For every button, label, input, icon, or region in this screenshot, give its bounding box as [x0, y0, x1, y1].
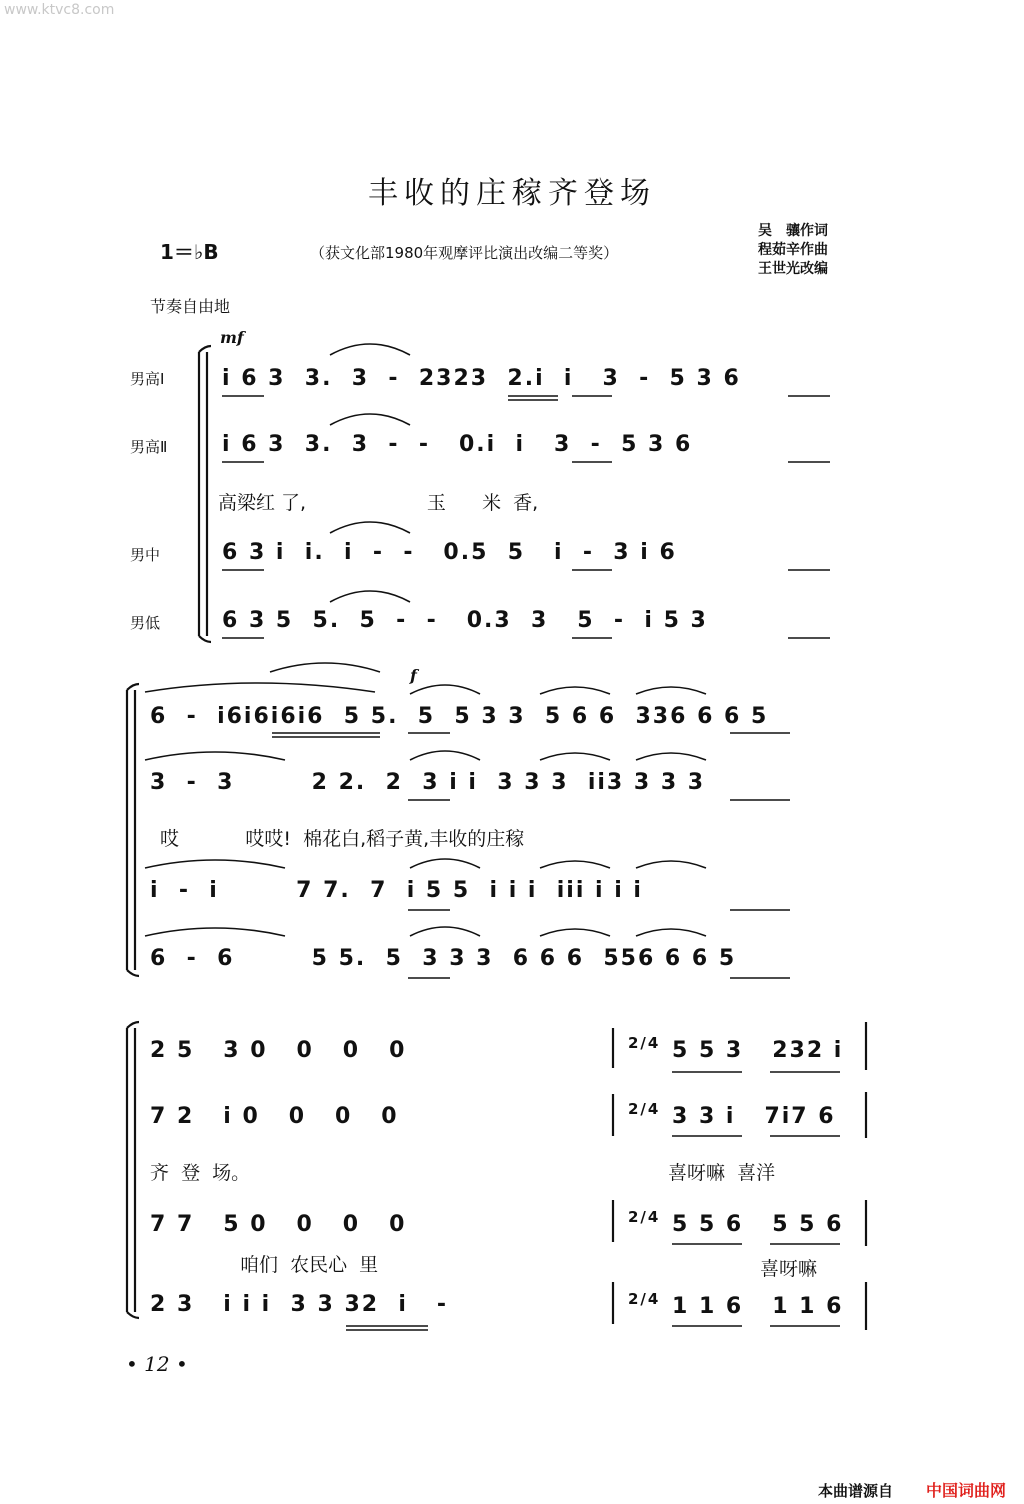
system3-lyric2-b: 喜呀嘛: [760, 1258, 818, 1280]
key-signature: 1＝♭B: [160, 240, 219, 264]
system3-tenor2-notes: 7 2 i 0 0 0 0: [150, 1104, 399, 1129]
composer-credit: 程茹辛作曲: [758, 242, 828, 258]
system3-bass-notes: 2 3 i i i 3 3 32 i -: [150, 1292, 449, 1317]
time-signature-tenor1: 2/4: [628, 1034, 661, 1052]
system2-bass-notes: 6 - 6 5 5. 5 3 3 3 6 6 6 556 6 6 5: [150, 946, 737, 971]
arranger-credit: 王世光改编: [758, 261, 828, 277]
system1-baritone-notes: 6 3 i i. i - - 0.5 5 i - 3 i 6: [222, 540, 677, 565]
system2-baritone-notes: i - i 7 7. 7 i 5 5 i i i iii i i i: [150, 878, 643, 903]
system3-baritone-notes: 7 7 5 0 0 0 0: [150, 1212, 407, 1237]
time-signature-baritone: 2/4: [628, 1208, 661, 1226]
system3-baritone-notes-b: 5 5 6 5 5 6: [672, 1212, 844, 1237]
voice-label-bass: 男低: [130, 614, 161, 632]
footer-site-link[interactable]: 中国词曲网: [926, 1481, 1007, 1500]
song-title: 丰收的庄稼齐登场: [368, 176, 656, 211]
footer-source: 本曲谱源自: [818, 1482, 894, 1500]
voice-label-tenor1: 男高Ⅰ: [130, 370, 165, 388]
system3-lyric2: 咱们 农民心 里: [240, 1254, 379, 1276]
system1-lyric: 高梁红 了, 玉 米 香,: [218, 492, 539, 514]
system2-lyric: 哎 哎哎! 棉花白,稻子黄,丰收的庄稼: [160, 828, 525, 850]
award-note: （获文化部1980年观摩评比演出改编二等奖）: [310, 244, 619, 262]
page-number: • 12 •: [126, 1352, 188, 1376]
system1-tenor1-notes: i 6 3 3. 3 - 2323 2.i i 3 - 5 3 6: [222, 366, 741, 391]
time-signature-bass: 2/4: [628, 1290, 661, 1308]
time-signature-tenor2: 2/4: [628, 1100, 661, 1118]
system2-tenor1-notes: 6 - i6i6i6i6 5 5. 5 5 3 3 5 6 6 336 6 6 5: [150, 704, 769, 729]
voice-label-tenor2: 男高Ⅱ: [130, 438, 168, 456]
system1-bass-notes: 6 3 5 5. 5 - - 0.3 3 5 - i 5 3: [222, 608, 708, 633]
lyricist-credit: 吴 骧作词: [758, 223, 828, 239]
tempo-marking: 节奏自由地: [150, 297, 231, 316]
system3-lyric1: 齐 登 场。: [150, 1162, 251, 1184]
watermark: www.ktvc8.com: [4, 2, 115, 18]
dynamic-mf: mf: [220, 328, 244, 347]
system3-tenor1-notes-b: 5 5 3 232 i: [672, 1038, 844, 1063]
dynamic-f: f: [410, 666, 417, 685]
system3-tenor1-notes: 2 5 3 0 0 0 0: [150, 1038, 407, 1063]
voice-label-baritone: 男中: [130, 546, 161, 564]
system3-lyric1-b: 喜呀嘛 喜洋: [668, 1162, 776, 1184]
system1-tenor2-notes: i 6 3 3. 3 - - 0.i i 3 - 5 3 6: [222, 432, 693, 457]
system3-bass-notes-b: 1 1 6 1 1 6: [672, 1294, 844, 1319]
system3-tenor2-notes-b: 3 3 i 7i7 6: [672, 1104, 836, 1129]
system2-tenor2-notes: 3 - 3 2 2. 2 3 i i 3 3 3 ii3 3 3 3: [150, 770, 706, 795]
